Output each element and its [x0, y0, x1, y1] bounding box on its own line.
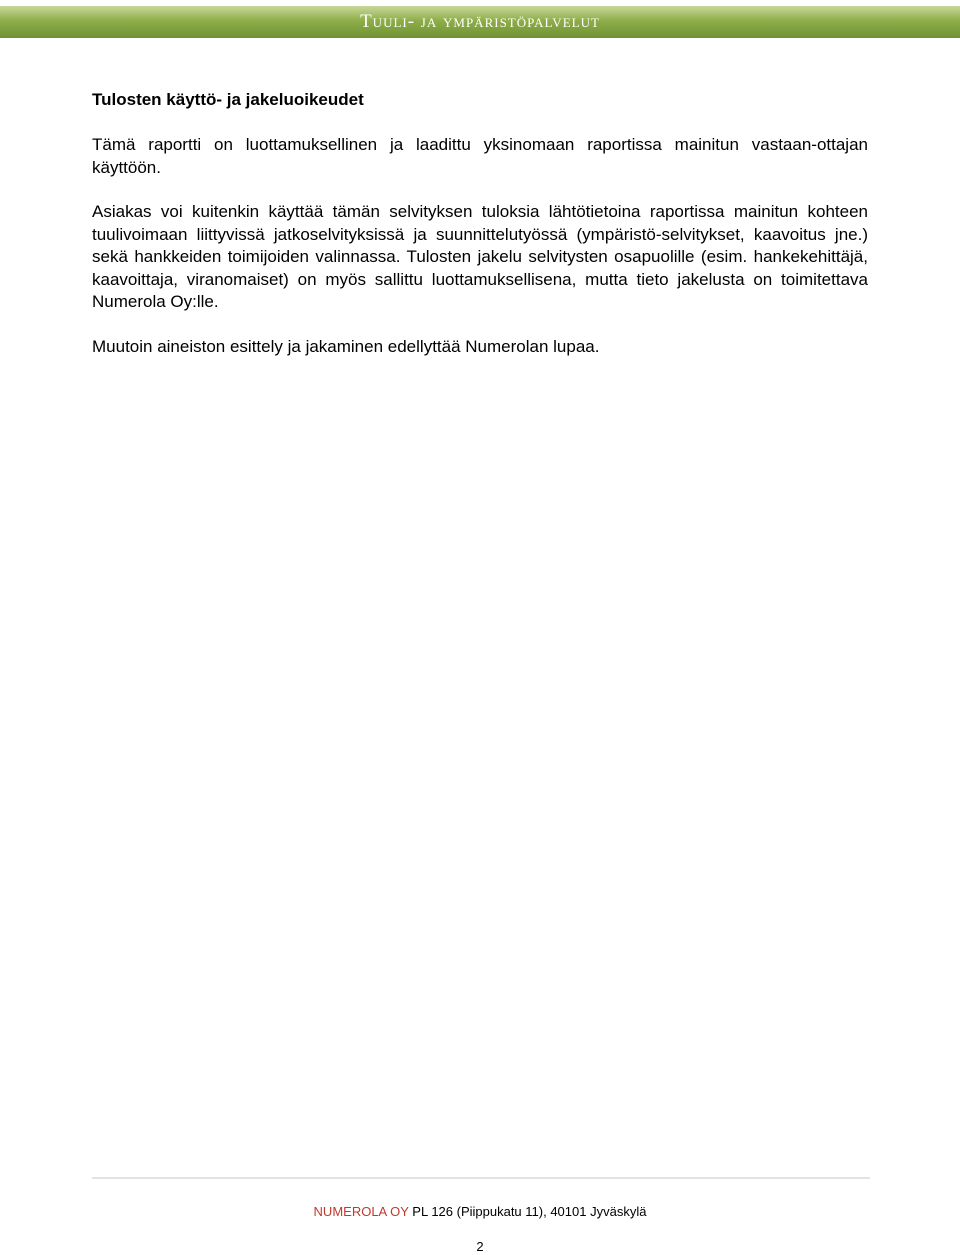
- paragraph-confidentiality: Tämä raportti on luottamuksellinen ja laadittu yksinomaan raportissa mainitun vastaan-ottajan käyttöön.: [92, 135, 868, 177]
- section-heading: Tulosten käyttö- ja jakeluoikeudet: [92, 90, 364, 109]
- paragraph-usage-rights: Asiakas voi kuitenkin käyttää tämän selvityksen tuloksia lähtötietoina raportissa mainitun kohteen tuulivoimaan liittyvissä jatkoselvityksissä ja suunnittelutyössä (ympäristö-selvitykset, kaavoitus jne.) sekä hankkeiden toimijoiden valinnassa. Tulosten jakelu selvitysten osapuolille (esim. hankekehittäjä, kaavoittaja, viranomaiset) on myös sallittu luottamuksellisena, mutta tieto jakelusta on toimitettava Numerola Oy:lle.: [92, 202, 868, 311]
- paragraph-permission: Muutoin aineiston esittely ja jakaminen edellyttää Numerolan lupaa.: [92, 336, 600, 356]
- footer-address: PL 126 (Piippukatu 11), 40101 Jyväskylä: [412, 1204, 647, 1219]
- footer-address-line: [0, 1203, 960, 1221]
- header-band: [0, 6, 960, 38]
- page-number: 2: [476, 1239, 484, 1254]
- footer-company-name: NUMEROLA OY: [313, 1204, 409, 1219]
- header-title: Tuuli- ja ympäristöpalvelut: [360, 11, 600, 32]
- document-body: [92, 88, 868, 380]
- footer-divider: [92, 1177, 870, 1179]
